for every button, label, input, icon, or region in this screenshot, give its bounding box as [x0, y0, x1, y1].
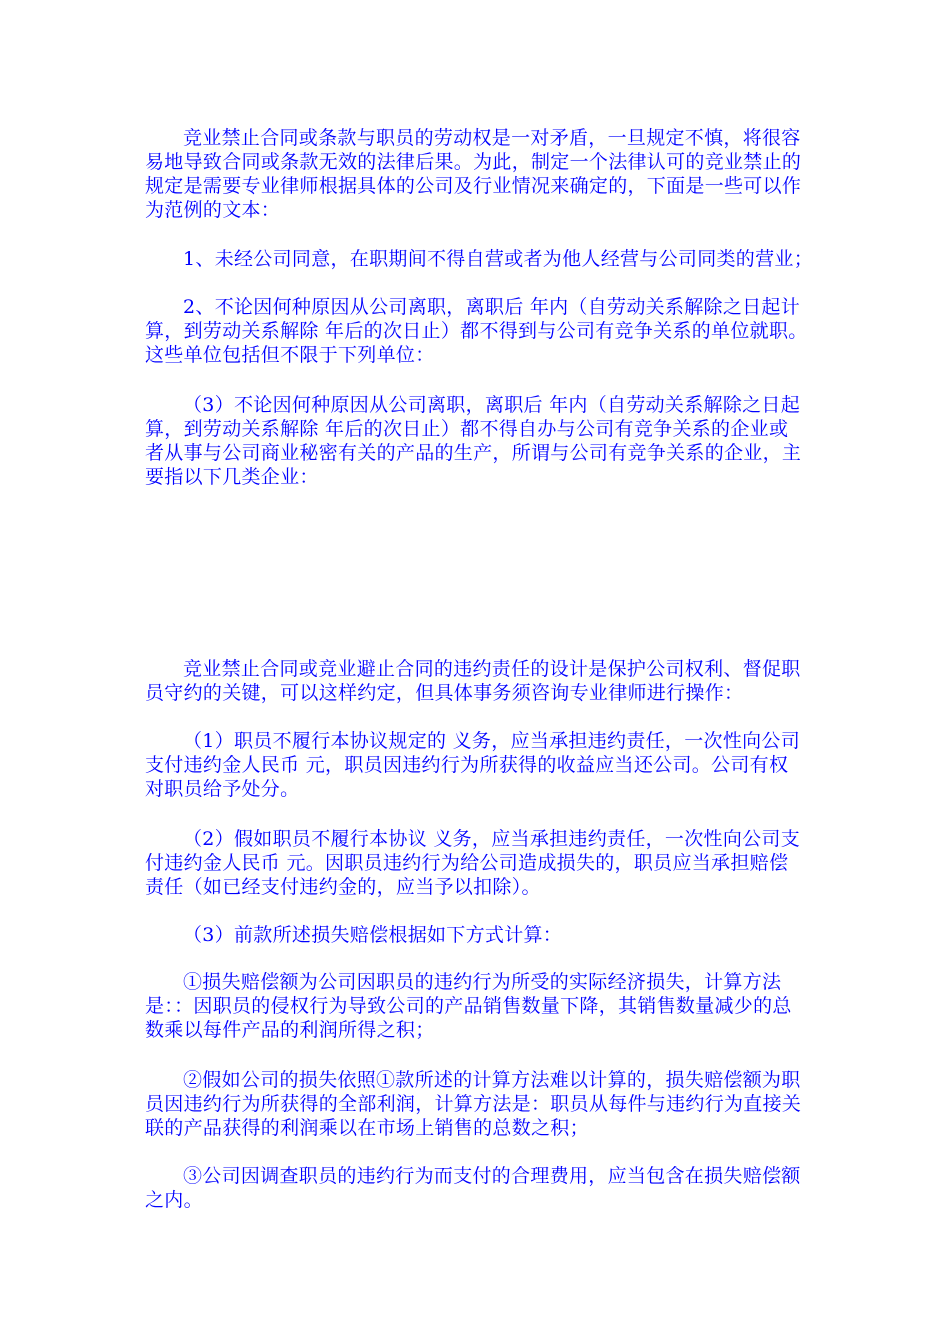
paragraph-calc-1: ①损失赔偿额为公司因职员的违约行为所受的实际经济损失，计算方法是：：因职员的侵权行为导致公司的产品销售数量下降，其销售数量减少的总数乘以每件产品的利润所得之积； — [145, 971, 792, 1041]
paragraph-calc-2: ②假如公司的损失依照①款所述的计算方法难以计算的，损失赔偿额为职员因违约行为所获得的全部利润，计算方法是：职员从每件与违约行为直接关联的产品获得的利润乘以在市场上销售的总数之积； — [145, 1069, 802, 1139]
paragraph-liability-1: （1）职员不履行本协议规定的 义务，应当承担违约责任，一次性向公司支付违约金人民币 元，职员因违约行为所获得的收益应当还公司。公司有权对职员给予处分。 — [145, 730, 801, 800]
paragraph-liability-3: （3）前款所述损失赔偿根据如下方式计算： — [183, 924, 563, 946]
paragraph-intro: 竞业禁止合同或条款与职员的劳动权是一对矛盾，一旦规定不慎，将很容易地导致合同或条款无效的法律后果。为此，制定一个法律认可的竞业禁止的规定是需要专业律师根据具体的公司及行业情况来确定的，下面是一些可以作为范例的文本： — [145, 127, 802, 221]
paragraph-item-2: 2、不论因何种原因从公司离职，离职后 年内（自劳动关系解除之日起计算，到劳动关系解除 年后的次日止）都不得到与公司有竞争关系的单位就职。这些单位包括但不限于下列单位： — [145, 296, 808, 366]
paragraph-calc-3: ③公司因调查职员的违约行为而支付的合理费用，应当包含在损失赔偿额之内。 — [145, 1165, 801, 1211]
paragraph-item-3: （3）不论因何种原因从公司离职，离职后 年内（自劳动关系解除之日起算，到劳动关系解除 年后的次日止）都不得自办与公司有竞争关系的企业或者从事与公司商业秘密有关的产品的生产，所谓与公司有竞争关系的企业，主要指以下几类企业： — [145, 394, 802, 488]
paragraph-liability-intro: 竞业禁止合同或竞业避止合同的违约责任的设计是保护公司权利、督促职员守约的关键，可以这样约定，但具体事务须咨询专业律师进行操作： — [145, 658, 801, 704]
paragraph-liability-2: （2）假如职员不履行本协议 义务，应当承担违约责任，一次性向公司支付违约金人民币 元。因职员违约行为给公司造成损失的，职员应当承担赔偿责任（如已经支付违约金的，应当予以扣除）。 — [145, 828, 801, 898]
paragraph-item-1: 1、未经公司同意，在职期间不得自营或者为他人经营与公司同类的营业； — [183, 248, 813, 270]
